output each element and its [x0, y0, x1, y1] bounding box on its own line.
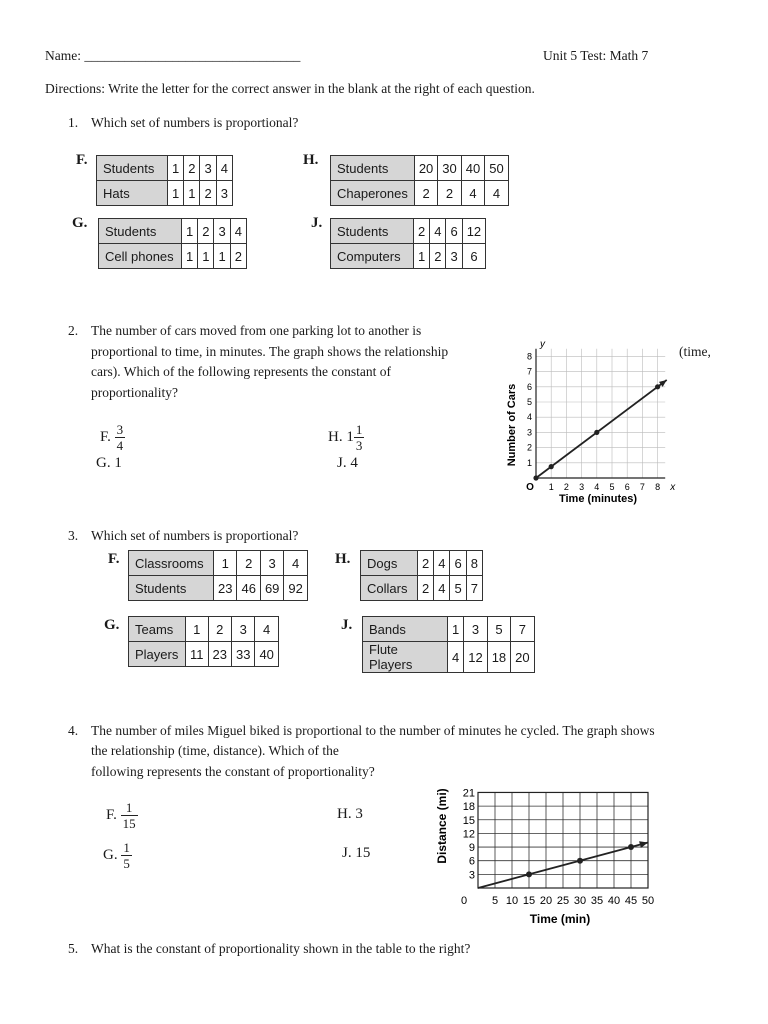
cell: 3 [446, 244, 462, 269]
cell: 5 [487, 617, 510, 642]
q2-line-2: proportional to time, in minutes. The graph shows the relationship [91, 344, 449, 359]
cell: 23 [208, 642, 231, 667]
row-label: Classrooms [129, 551, 214, 576]
cell: 2 [208, 617, 231, 642]
y-tick-label: 15 [462, 814, 475, 827]
row-label: Students [331, 219, 414, 244]
q3-option-h-table [360, 550, 483, 601]
cell: 4 [230, 219, 246, 244]
cell: 4 [216, 156, 232, 181]
cell: 1 [182, 244, 198, 269]
q2-number: 2. [68, 323, 79, 338]
cell: 4 [448, 642, 464, 673]
q1-option-f-letter: F. [76, 152, 88, 168]
q5-text: What is the constant of proportionality shown in the table to the right? [91, 941, 471, 956]
q4-option-f: F. $\frac{1}{15}$ [106, 800, 136, 831]
cell: 3 [214, 219, 230, 244]
data-point [655, 384, 660, 389]
q1-text: Which set of numbers is proportional? [91, 115, 299, 130]
cell: 1 [168, 156, 184, 181]
cell: 18 [487, 642, 510, 673]
cell: 1 [182, 219, 198, 244]
data-point [526, 871, 532, 877]
q3-option-g-table [128, 616, 279, 667]
cell: 4 [434, 576, 450, 601]
row-label: Flute Players [363, 642, 448, 673]
q3-number: 3. [68, 528, 79, 543]
row-label: Computers [331, 244, 414, 269]
series-line [536, 380, 667, 478]
y-tick-label: 18 [462, 801, 475, 814]
origin-label: O [526, 482, 534, 493]
cell: 4 [284, 551, 307, 576]
cell: 3 [464, 617, 487, 642]
cars-time-graph [500, 330, 680, 510]
cell: 2 [198, 219, 214, 244]
cell: 1 [414, 244, 430, 269]
row-label: Students [97, 156, 168, 181]
y-axis-letter: y [540, 338, 545, 350]
q1-option-h-letter: H. [303, 152, 319, 168]
q1-option-g-letter: G. [72, 215, 88, 231]
y-tick-label: 2 [526, 442, 532, 453]
cell: 8 [466, 551, 482, 576]
row-label: Bands [363, 617, 448, 642]
x-tick-label: 25 [556, 895, 570, 907]
q2-line-1: The number of cars moved from one parking lot to another is [91, 323, 422, 338]
q1-number: 1. [68, 115, 79, 130]
q3-option-g-letter: G. [104, 617, 120, 633]
x-tick-label: 40 [607, 895, 621, 907]
cell: 30 [438, 156, 461, 181]
directions: Directions: Write the letter for the correct answer in the blank at the right of each question. [45, 81, 535, 96]
y-tick-label: 9 [468, 842, 475, 855]
row-label: Players [129, 642, 186, 667]
y-tick-label: 8 [526, 351, 532, 362]
x-tick-label: 35 [590, 895, 604, 907]
q1-option-j-table [330, 218, 486, 269]
x-axis-letter: x [670, 482, 676, 493]
cell: 3 [216, 181, 232, 206]
cell: 40 [461, 156, 484, 181]
cell: 1 [214, 551, 237, 576]
q3-option-f-table [128, 550, 308, 601]
q4-line-1: The number of miles Miguel biked is proportional to the number of minutes he cycled. The graph shows [91, 723, 655, 738]
cell: 4 [485, 181, 508, 206]
data-point [628, 844, 634, 850]
q3-text: Which set of numbers is proportional? [91, 528, 299, 543]
y-tick-label: 6 [526, 381, 532, 392]
q2-line-3: cars). Which of the following represents the constant of [91, 364, 392, 379]
q3-option-j-table [362, 616, 535, 673]
cell: 2 [414, 219, 430, 244]
y-tick-label: 12 [462, 828, 475, 841]
data-point [533, 475, 538, 480]
q4-line-3: following represents the constant of proportionality? [91, 764, 375, 779]
row-label: Chaperones [331, 181, 415, 206]
cell: 6 [450, 551, 466, 576]
cell: 3 [200, 156, 216, 181]
row-label: Cell phones [99, 244, 182, 269]
x-tick-label: 6 [624, 482, 630, 492]
cell: 1 [198, 244, 214, 269]
cell: 1 [448, 617, 464, 642]
q4-option-j: J. 15 [342, 845, 371, 861]
cell: 1 [186, 617, 209, 642]
y-tick-label: 3 [468, 869, 475, 882]
q1-option-g-table [98, 218, 247, 269]
x-tick-label: 20 [539, 895, 553, 907]
q4-number: 4. [68, 723, 79, 738]
row-label: Dogs [361, 551, 418, 576]
cell: 11 [186, 642, 209, 667]
y-tick-label: 6 [468, 855, 475, 868]
name-label: Name: ________________________________ [45, 48, 301, 63]
cell: 4 [461, 181, 484, 206]
q3-option-f-letter: F. [108, 551, 120, 567]
row-label: Hats [97, 181, 168, 206]
x-tick-label: 15 [522, 895, 536, 907]
x-tick-label: 1 [548, 482, 554, 492]
x-tick-label: 45 [624, 895, 638, 907]
y-tick-label: 5 [526, 397, 532, 407]
cell: 2 [418, 576, 434, 601]
x-tick-label: 8 [655, 482, 661, 492]
x-tick-label: 50 [641, 895, 655, 907]
x-tick-label: 3 [579, 482, 585, 492]
row-label: Teams [129, 617, 186, 642]
y-tick-label: 1 [526, 457, 532, 468]
q5-number: 5. [68, 941, 79, 956]
row-label: Collars [361, 576, 418, 601]
q2-option-j: J. 4 [337, 455, 358, 471]
row-label: Students [129, 576, 214, 601]
cell: 1 [214, 244, 230, 269]
cell: 20 [511, 642, 534, 673]
cell: 23 [214, 576, 237, 601]
data-point [577, 858, 583, 864]
y-tick-label: 3 [526, 427, 532, 438]
cell: 12 [464, 642, 487, 673]
x-tick-label: 5 [609, 482, 615, 492]
cell: 33 [231, 642, 254, 667]
q4-option-h: H. 3 [337, 806, 363, 822]
y-axis-label: Distance (mi) [435, 788, 449, 864]
cell: 2 [418, 551, 434, 576]
cell: 12 [462, 219, 485, 244]
q2-line-4: proportionality? [91, 385, 178, 400]
q1-option-f-table [96, 155, 233, 206]
cell: 2 [414, 181, 437, 206]
cell: 4 [434, 551, 450, 576]
q2-line-2b: (time, [679, 344, 711, 359]
y-tick-label: 4 [526, 412, 532, 423]
q1-option-h-table [330, 155, 509, 206]
cell: 2 [200, 181, 216, 206]
distance-time-graph [428, 748, 668, 930]
cell: 3 [231, 617, 254, 642]
cell: 3 [260, 551, 283, 576]
cell: 6 [446, 219, 462, 244]
cell: 2 [430, 244, 446, 269]
cell: 92 [284, 576, 307, 601]
q2-option-f: F. $\frac{3}{4}$ [100, 422, 124, 453]
cell: 2 [438, 181, 461, 206]
q4-line-2: the relationship (time, distance). Which of the [91, 743, 339, 758]
cell: 1 [168, 181, 184, 206]
cell: 4 [255, 617, 278, 642]
cell: 4 [430, 219, 446, 244]
cell: 2 [184, 156, 200, 181]
data-point [594, 430, 599, 435]
row-label: Students [331, 156, 415, 181]
q4-option-g: G. $\frac{1}{5}$ [103, 840, 130, 871]
y-tick-label: 7 [526, 366, 532, 377]
cell: 46 [237, 576, 260, 601]
row-label: Students [99, 219, 182, 244]
y-axis-label: Number of Cars [506, 383, 518, 467]
y-tick-label: 21 [462, 787, 475, 800]
cell: 2 [237, 551, 260, 576]
x-tick-label: 5 [491, 895, 499, 907]
x-tick-label: 2 [563, 482, 569, 492]
q1-option-j-letter: J. [311, 215, 323, 231]
q3-option-h-letter: H. [335, 551, 351, 567]
cell: 7 [511, 617, 534, 642]
x-tick-label: 0 [460, 895, 468, 907]
x-tick-label: 10 [505, 895, 519, 907]
q2-option-h: H. 1 $\frac{1}{3}$ [328, 422, 363, 453]
cell: 69 [260, 576, 283, 601]
cell: 6 [462, 244, 485, 269]
cell: 40 [255, 642, 278, 667]
q3-option-j-letter: J. [341, 617, 353, 633]
cell: 2 [230, 244, 246, 269]
name-blank[interactable]: ________________________________ [84, 48, 301, 63]
cell: 20 [414, 156, 437, 181]
x-tick-label: 4 [594, 482, 600, 492]
cell: 5 [450, 576, 466, 601]
cell: 7 [466, 576, 482, 601]
q2-option-g: G. 1 [96, 455, 122, 471]
data-point [549, 464, 554, 469]
x-axis-label: Time (minutes) [558, 493, 638, 505]
cell: 1 [184, 181, 200, 206]
test-title: Unit 5 Test: Math 7 [543, 48, 649, 63]
x-tick-label: 7 [639, 482, 645, 492]
x-tick-label: 30 [573, 895, 587, 907]
cell: 50 [485, 156, 508, 181]
x-axis-label: Time (min) [529, 912, 591, 926]
